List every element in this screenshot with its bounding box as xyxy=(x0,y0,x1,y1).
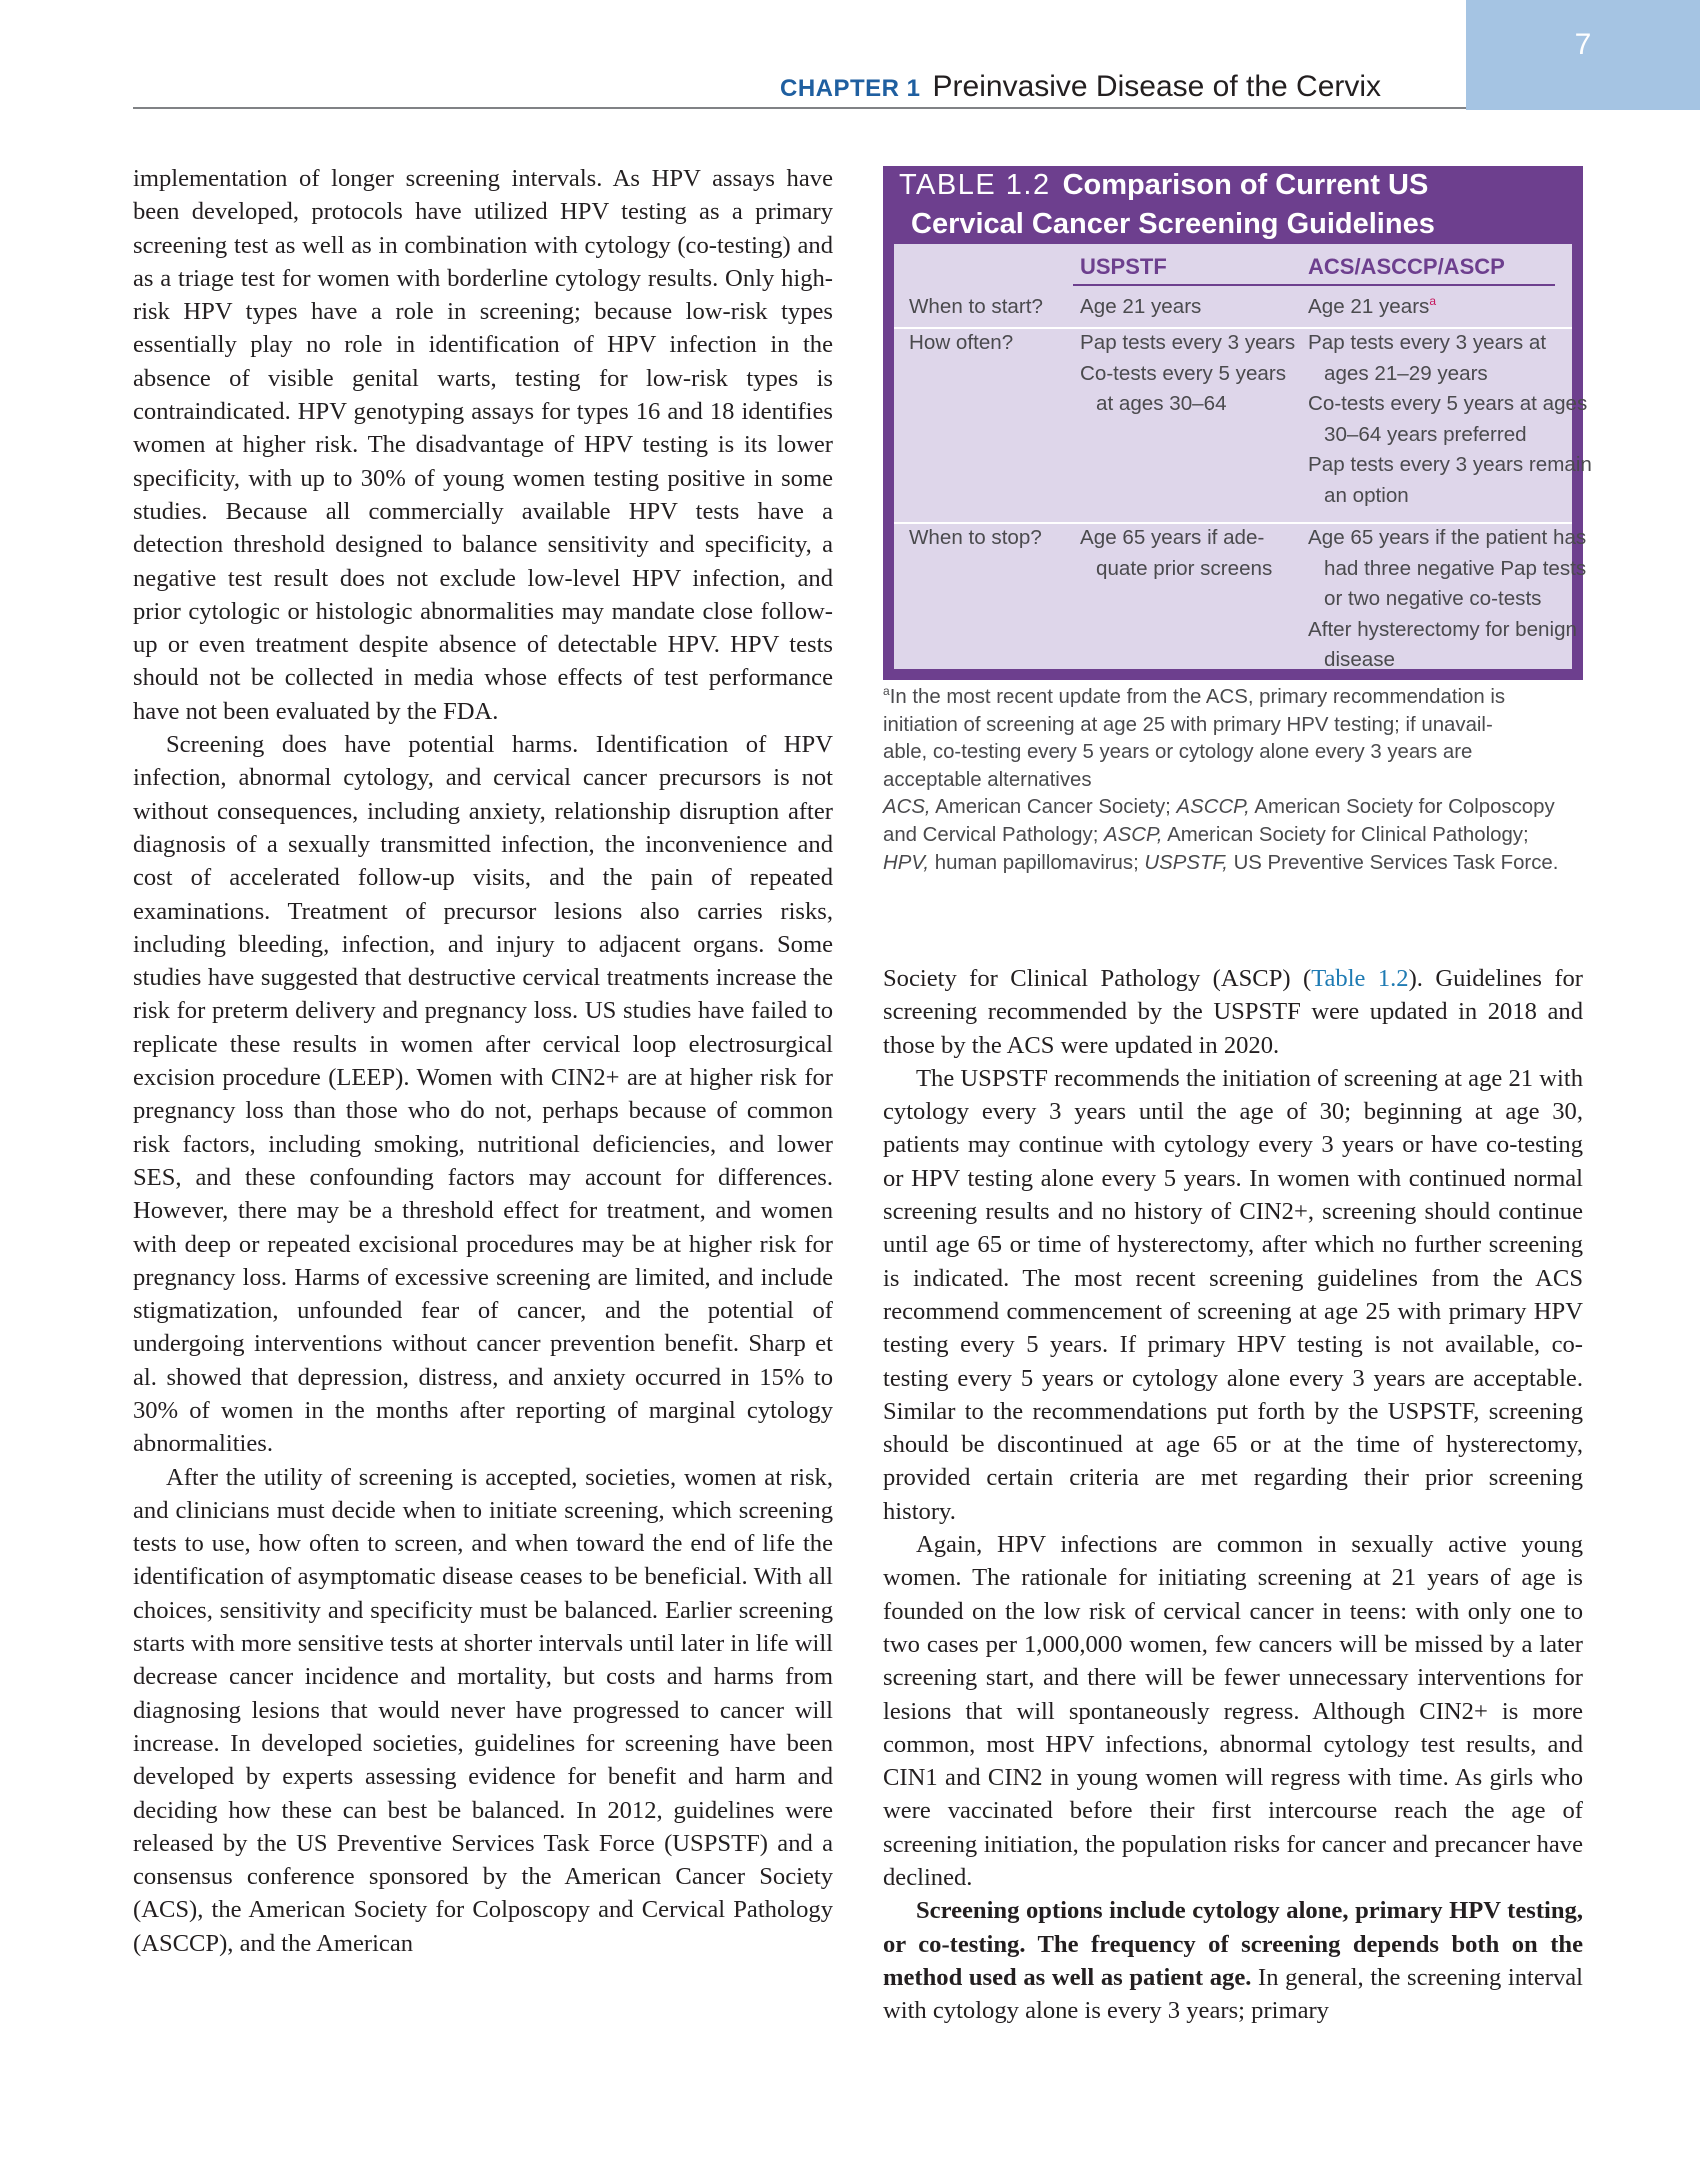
acs-cell xyxy=(1308,292,1572,323)
table-title-line-2: Cervical Cancer Screening Guidelines xyxy=(911,208,1435,240)
cell-line: 30–64 years preferred xyxy=(1324,422,1527,446)
table-title xyxy=(883,166,1583,241)
abbr-term: USPSTF, xyxy=(1144,851,1228,874)
footnote-line: In the most recent update from the ACS, primary recommendation is xyxy=(889,686,1506,708)
text-run: In general, the screening interval with cytology alone is every 3 years; primary xyxy=(883,1963,1583,2025)
paragraph xyxy=(883,1894,1583,2027)
table-label: TABLE 1.2 xyxy=(899,169,1051,201)
table-footnotes xyxy=(883,684,1593,877)
paragraph: implementation of longer screening intervals. As HPV assays have been developed, protocols have utilized HPV testing as a primary screening test as well as in combination with cytology (co-testing) and as a triage test for women with borderline cytology results. Only high-risk HPV types have a role in screening; because low-risk types essentially play no role in identification of HPV infection in the absence of visible genital warts, testing for low-risk types is contraindicated. HPV genotyping assays for types 16 and 18 identifies women at higher risk. The disadvantage of HPV testing is its lower specificity, with up to 30% of young women testing positive in some studies. Because all commercially available HPV tests have a detection threshold designed to balance sensitivity and specificity, a negative test result does not exclude low-level HPV infection, and prior cytologic or histologic abnormalities may mandate close follow-up or even treatment despite absence of detectable HPV. HPV tests should not be collected in media whose effects of test performance have not been evaluated by the FDA. xyxy=(133,165,833,725)
cell-line: had three negative Pap tests xyxy=(1324,556,1587,580)
cell-line: Co-tests every 5 years xyxy=(1080,361,1287,385)
footnote-marker: a xyxy=(1429,294,1437,308)
header-rule xyxy=(1073,284,1555,286)
footnote-marker: a xyxy=(883,684,890,698)
cell-line: or two negative co-tests xyxy=(1324,587,1542,610)
uspstf-cell xyxy=(1080,523,1300,584)
footnote-line: able, co-testing every 5 years or cytology alone every 3 years are xyxy=(883,741,1473,764)
footnote xyxy=(883,684,1593,794)
cell-line: Co-tests every 5 years at ages xyxy=(1308,392,1588,415)
abbr-term: HPV, xyxy=(883,851,930,874)
paragraph: The USPSTF recommends the initiation of screening at age 21 with cytology every 3 years until the age of 30; beginning at age 30, patients may continue with cytology every 3 years or have co-testing or HPV testing alone every 5 years. In women with continued normal screening results and no history of CIN2+, screening should continue until age 65 or time of hysterectomy, after which no further screening is indicated. The most recent screening guidelines from the ACS recommend commencement of screening at age 25 with primary HPV testing every 5 years. If primary HPV testing is not available, co-testing every 5 years or cytology alone every 3 years are acceptable. Similar to the recommendations put forth by the USPSTF, screening should be discontinued at age 65 or at the time of hysterectomy, provided certain criteria are met regarding their prior screening history. xyxy=(883,1064,1583,1525)
table-title-line-1: Comparison of Current US xyxy=(1062,169,1429,201)
row-label: How often? xyxy=(909,331,1014,354)
footnote-line: initiation of screening at age 25 with primary HPV testing; if unavail- xyxy=(883,713,1493,736)
uspstf-cell: Age 21 years xyxy=(1080,295,1202,318)
cell-line: at ages 30–64 xyxy=(1096,392,1227,415)
cell-line: After hysterectomy for benign xyxy=(1308,617,1577,641)
page-number: 7 xyxy=(1574,28,1592,61)
paragraph: Screening does have potential harms. Identification of HPV infection, abnormal cytology, and cervical cancer precursors is not without consequences, including anxiety, relationship disruption after diagnosis of a sexually transmitted infection, the inconvenience and cost of accelerated follow-up visits, and the pain of repeated examinations. Treatment of precursor lesions also carries risks, including bleeding, infection, and injury to adjacent organs. Some studies have suggested that destructive cervical treatments increase the risk for preterm delivery and pregnancy loss. US studies have failed to replicate these results in women after cervical loop electrosurgical excision procedure (LEEP). Women with CIN2+ are at higher risk for pregnancy loss than those who do not, perhaps because of common risk factors, including smoking, nutritional deficiencies, and lower SES, and these confounding factors may account for differences. However, there may be a threshold effect for treatment, and women with deep or repeated excisional procedures may be at higher risk for pregnancy loss. Harms of excessive screening are limited, and include stigmatization, unfounded fear of cancer, and the potential of undergoing interventions without cancer prevention benefit. Sharp et al. showed that depression, distress, and anxiety occurred in 15% to 30% of women in the months after reporting of marginal cytology abnormalities. xyxy=(133,731,833,1458)
cell-line: ages 21–29 years xyxy=(1324,361,1488,385)
chapter-label: CHAPTER 1 xyxy=(780,75,921,102)
abbr-term: ASCCP, xyxy=(1176,796,1250,819)
acs-cell-text: Age 21 years xyxy=(1308,295,1430,318)
cell-line: Age 65 years if ade- xyxy=(1080,526,1265,549)
abbr-term: ACS, xyxy=(883,796,931,819)
text-run: Society for Clinical Pathology (ASCP) ( xyxy=(883,965,1312,992)
cell-line: an option xyxy=(1324,483,1409,507)
abbr-def: American Society for Clinical Pathology; xyxy=(1162,823,1529,846)
acs-cell xyxy=(1308,328,1592,511)
right-column xyxy=(883,962,1583,2028)
abbr-def: human papillomavirus; xyxy=(929,851,1145,874)
abbreviations xyxy=(883,794,1593,877)
acs-cell xyxy=(1308,523,1587,676)
paragraph: After the utility of screening is accepted, societies, women at risk, and clinicians must decide when to initiate screening, which screening tests to use, how often to screen, and when toward the end of life the identification of asymptomatic disease ceases to be beneficial. With all choices, sensitivity and specificity must be balanced. Earlier screening starts with more sensitive tests at shorter intervals until later in life will decrease cancer incidence and mortality, but costs and harms from diagnosing lesions that would never have progressed to cancer will increase. In developed societies, guidelines for screening have been developed by experts assessing evidence for benefit and harm and deciding how these can best be balanced. In 2012, guidelines were released by the US Preventive Services Task Force (USPSTF) and a consensus conference sponsored by the American Cancer Society (ACS), the American Society for Colposcopy and Cervical Pathology (ASCCP), and the American xyxy=(133,1463,833,1957)
cell-line: quate prior screens xyxy=(1096,556,1273,580)
header-rule xyxy=(133,107,1466,109)
row-label: When to start? xyxy=(909,295,1043,318)
left-column xyxy=(133,162,833,1960)
uspstf-cell xyxy=(1080,328,1300,420)
cell-line: Pap tests every 3 years xyxy=(1080,331,1296,354)
table-reference-link[interactable]: Table 1.2 xyxy=(1311,965,1409,992)
cell-line: Pap tests every 3 years at xyxy=(1308,331,1547,354)
paragraph xyxy=(883,962,1583,1062)
running-head xyxy=(780,70,1381,104)
abbr-def: American Cancer Society; xyxy=(930,796,1177,819)
bold-text-run: Screening options include cytology alone, primary HPV testing, or co-testing. The frequency of screening depends both on the method used as well as patient age. xyxy=(883,1897,1583,1991)
abbr-term: ASCP, xyxy=(1104,823,1163,846)
table-1-2 xyxy=(883,166,1592,680)
cell-line: Age 65 years if the patient has xyxy=(1308,526,1587,549)
column-header-acs: ACS/ASCCP/ASCP xyxy=(1308,254,1505,279)
page-number-tab xyxy=(1466,0,1700,110)
abbr-def: American Society for Colposcopy xyxy=(1249,796,1555,819)
text-run: ). Guidelines for screening recommended by the USPSTF were updated in 2018 and those by the ACS were updated in 2020. xyxy=(883,965,1583,1059)
column-header-uspstf: USPSTF xyxy=(1080,254,1167,279)
table-body xyxy=(894,244,1592,671)
chapter-title: Preinvasive Disease of the Cervix xyxy=(932,70,1382,103)
abbr-def: and Cervical Pathology; xyxy=(883,823,1105,846)
abbr-def: US Preventive Services Task Force. xyxy=(1227,851,1559,874)
paragraph: Again, HPV infections are common in sexually active young women. The rationale for initiating screening at 21 years of age is founded on the low risk of cervical cancer in teens: with only one to two cases per 1,000,000 women, few cancers will be missed by a later screening start, and there will be fewer unnecessary interventions for lesions that will spontaneously regress. Although CIN2+ is more common, most HPV infections, abnormal cytology test results, and CIN1 and CIN2 in young women will regress with time. As girls who were vaccinated before their first intercourse reach the age of screening initiation, the population risks for cancer and precancer have declined. xyxy=(883,1531,1583,1892)
cell-line: Pap tests every 3 years remain xyxy=(1308,453,1592,476)
row-label: When to stop? xyxy=(909,526,1042,549)
cell-line: disease xyxy=(1324,648,1395,671)
footnote-line: acceptable alternatives xyxy=(883,768,1092,791)
